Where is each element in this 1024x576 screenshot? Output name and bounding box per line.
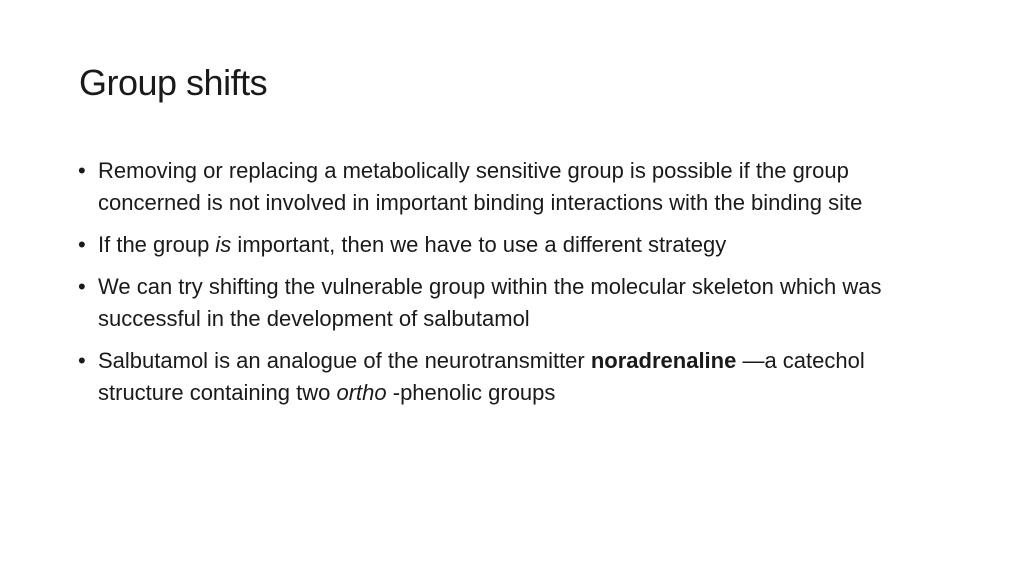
bullet-marker: • — [78, 348, 86, 373]
bullet-text: —a catechol structure containing two — [98, 348, 865, 405]
bullet-item — [76, 271, 956, 335]
keyword-noradrenaline: noradrenaline — [590, 348, 737, 373]
bullet-text: -phenolic groups — [386, 380, 556, 405]
bullet-item — [76, 155, 956, 219]
bullet-list — [76, 155, 956, 419]
bullet-marker: • — [78, 274, 86, 299]
emphasis-text: is — [215, 232, 232, 257]
bullet-marker: • — [78, 158, 86, 183]
slide-title: Group shifts — [79, 62, 268, 103]
bullet-text: If the group — [98, 232, 216, 257]
bullet-text: Removing or replacing a metabolically sensitive group is possible if the group concerned is not involved in important binding interactions with the binding site — [98, 158, 863, 215]
bullet-marker: • — [78, 232, 86, 257]
bullet-text: important, then we have to use a different strategy — [231, 232, 727, 257]
bullet-item — [76, 345, 956, 409]
bullet-text: Salbutamol is an analogue of the neurotransmitter — [98, 348, 591, 373]
emphasis-text: ortho — [336, 380, 387, 405]
bullet-text: We can try shifting the vulnerable group within the molecular skeleton which was successful in the development of salbutamol — [98, 274, 882, 331]
bullet-item — [76, 229, 956, 261]
